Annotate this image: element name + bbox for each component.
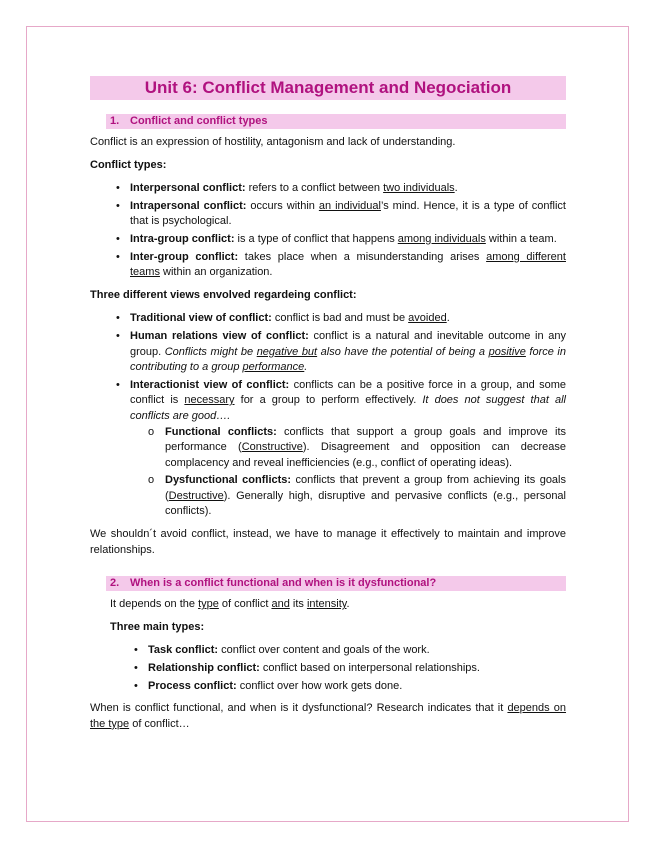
underlined-text: avoided [408, 312, 447, 325]
sub-list-item [130, 425, 566, 472]
text: conflicts that prevent a group from achieving its goals ( [165, 474, 566, 502]
underlined-text: an individual [318, 199, 381, 212]
text: conflicts that support a group goals and improve its performance ( [165, 425, 566, 454]
text: ’s mind. Hence, it is a type of conflict that is psychological. [130, 199, 566, 228]
document-body [90, 76, 566, 739]
text: its [289, 598, 307, 611]
bullet: • [116, 250, 120, 263]
italic-text: also have the potential of being a [317, 345, 489, 358]
term: Relationship conflict: [148, 662, 260, 675]
text: within an organization. [159, 266, 273, 279]
text: ). Generally high, disruptive and pervasive conflicts (e.g., personal conflicts). [165, 489, 566, 518]
italic-text: force in contributing to a group [130, 345, 566, 374]
main-types-label: Three main types: [110, 620, 205, 633]
bullet: • [134, 644, 138, 657]
text: conflict over how work gets done. [236, 679, 403, 692]
italic-text: It does not suggest that all conflicts are good…. [130, 394, 567, 422]
bullet: • [134, 679, 138, 692]
page-title: Unit 6: Conflict Management and Negociation [90, 76, 566, 100]
bullet: • [116, 232, 120, 245]
list-item [90, 199, 566, 230]
views-list [90, 311, 566, 520]
section-title: When is a conflict functional and when is it dysfunctional? [130, 577, 437, 590]
term: Dysfunctional conflicts: [165, 474, 292, 487]
term: Traditional view of conflict: [130, 312, 272, 325]
text: occurs within [246, 199, 319, 212]
underlined-text: Destructive [168, 489, 224, 502]
sub-list-item [130, 473, 566, 520]
underlined-text: type [198, 598, 219, 611]
term: Human relations view of conflict: [130, 329, 309, 342]
text: . [446, 312, 450, 325]
term: Interactionist view of conflict: [130, 378, 290, 391]
text: It depends on the [110, 598, 199, 611]
section-number: 2. [110, 577, 120, 590]
term: Process conflict: [148, 679, 237, 692]
conflict-types-list [90, 181, 566, 281]
italic-text: . [304, 361, 308, 374]
text: is a type of conflict that happens [234, 232, 398, 245]
term: Inter-group conflict: [130, 250, 239, 263]
text: conflict over content and goals of the work. [218, 644, 430, 657]
term: Functional conflicts: [165, 425, 277, 438]
text: of conflict [218, 598, 272, 611]
italic-text: Conflicts might be [164, 345, 257, 358]
underlined-text: intensity [306, 598, 347, 611]
list-item [90, 661, 566, 677]
sub-bullet: o [148, 474, 155, 487]
text: . [346, 598, 350, 611]
text: of conflict… [129, 717, 190, 730]
bullet: • [116, 182, 120, 195]
list-item [90, 643, 566, 659]
underlined-text: positive [488, 345, 526, 358]
underlined-text: Constructive [241, 441, 303, 454]
bullet: • [116, 378, 120, 391]
sub-bullet: o [148, 425, 155, 438]
term: Intrapersonal conflict: [130, 199, 247, 212]
underlined-text: among individuals [397, 232, 486, 245]
bullet: • [134, 662, 138, 675]
term: Interpersonal conflict: [130, 182, 246, 195]
section-2-heading [106, 576, 566, 591]
conflict-definition: Conflict is an expression of hostility, antagonism and lack of understanding. [90, 136, 456, 148]
text: within a team. [485, 232, 557, 245]
list-item [90, 378, 566, 520]
section-2-closing [90, 701, 566, 732]
section-title: Conflict and conflict types [130, 115, 268, 127]
sub-list [130, 425, 566, 521]
text: conflict based on interpersonal relationships. [259, 662, 480, 675]
text: . [454, 182, 458, 195]
bullet: • [116, 312, 120, 325]
bullet: • [116, 329, 120, 342]
underlined-text: performance [242, 361, 305, 374]
underlined-text: necessary [184, 394, 235, 407]
text: conflict is a natural and inevitable outcome in any group. [130, 329, 567, 358]
list-item [90, 250, 566, 281]
main-types-list [90, 643, 566, 694]
conflict-types-label: Conflict types: [90, 158, 167, 171]
list-item [90, 679, 566, 695]
list-item [90, 329, 566, 376]
text: conflict is bad and must be [271, 312, 409, 325]
list-item [90, 232, 566, 248]
underlined-text: depends on the type [90, 702, 567, 730]
section-1-heading [106, 114, 566, 129]
text: When is conflict functional, and when is it dysfunctional? Research indicates that it [90, 702, 508, 715]
depends-line [110, 597, 566, 613]
underlined-text: among different teams [130, 250, 566, 279]
text: refers to a conflict between [245, 182, 384, 195]
underlined-text: two individuals [383, 182, 455, 195]
list-item [90, 181, 566, 197]
section-1-closing: We shouldn´t avoid conflict, instead, we have to manage it effectively to maintain and improve relationships. [90, 528, 566, 556]
text: for a group to perform effectively. [234, 394, 423, 407]
underlined-text: and [271, 598, 290, 611]
section-number: 1. [110, 115, 120, 127]
views-label: Three different views envolved regardeing conflict: [90, 288, 357, 301]
list-item [90, 311, 566, 327]
text: conflicts can be a positive force in a group, and some conflict is [130, 378, 566, 407]
text: ). Disagreement and opposition can decrease complacency and reveal inefficiencies (e.g., conflict of operating ideas). [165, 441, 566, 469]
underlined-text: negative but [256, 345, 318, 358]
term: Task conflict: [148, 644, 219, 657]
text: takes place when a misunderstanding arises [238, 250, 487, 263]
bullet: • [116, 199, 120, 212]
term: Intra-group conflict: [130, 232, 235, 245]
